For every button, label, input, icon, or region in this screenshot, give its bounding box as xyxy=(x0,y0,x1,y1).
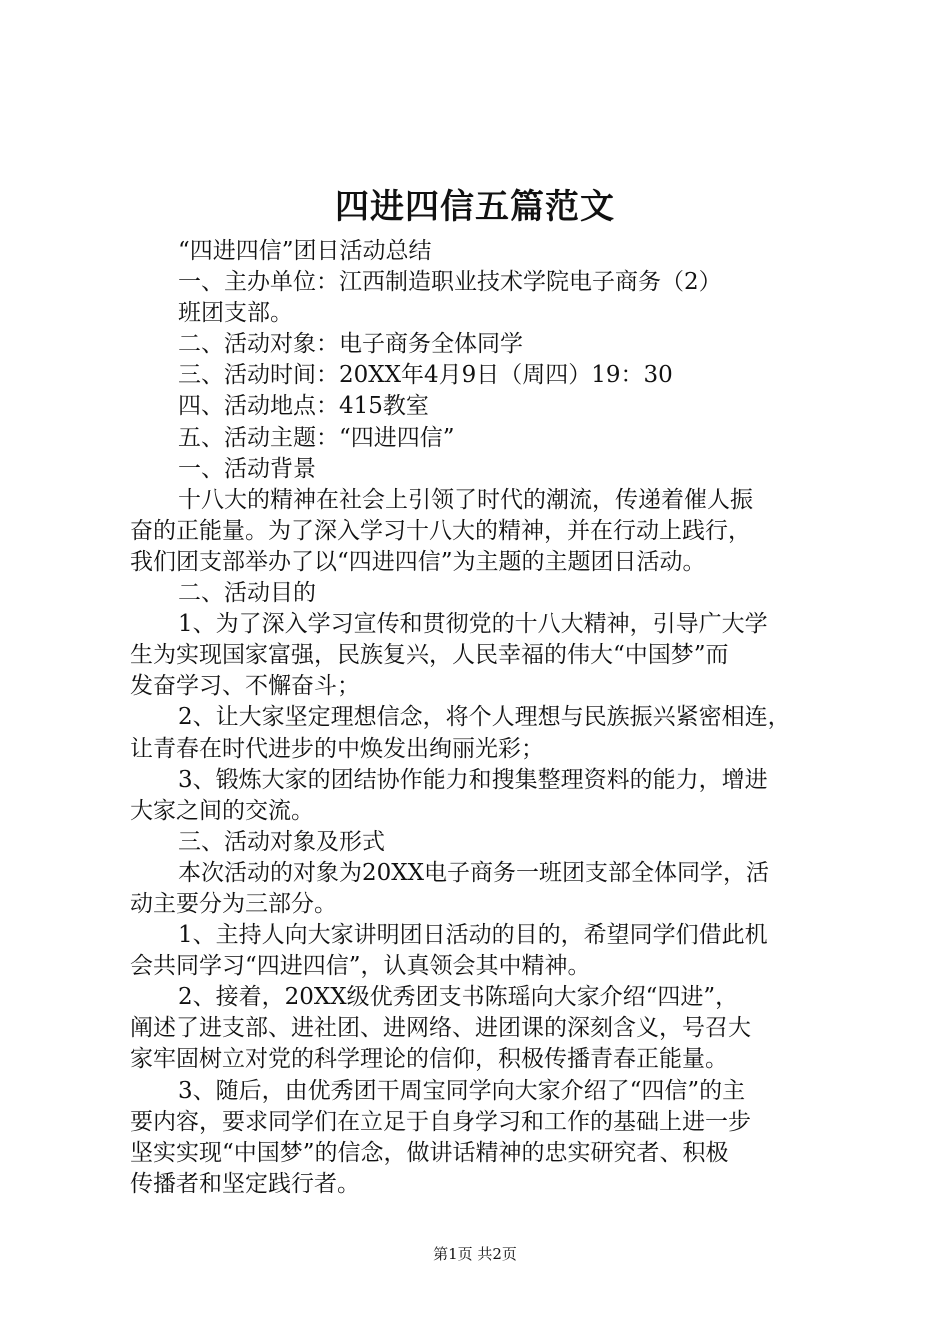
paragraph-line: 三、活动对象及形式 xyxy=(178,828,385,855)
paragraph-line: 让青春在时代进步的中焕发出绚丽光彩； xyxy=(130,735,544,762)
document-title: 四进四信五篇范文 xyxy=(335,187,615,227)
paragraph-line: 3、随后，由优秀团干周宝同学向大家介绍了“四信”的主 xyxy=(178,1077,746,1104)
paragraph-line: 2、让大家坚定理想信念，将个人理想与民族振兴紧密相连， xyxy=(178,704,791,731)
paragraph-line: “四进四信”团日活动总结 xyxy=(178,238,432,264)
paragraph-line: 家牢固树立对党的科学理论的信仰，积极传播青春正能量。 xyxy=(130,1046,728,1073)
paragraph-line: 坚实实现“中国梦”的信念，做讲话精神的忠实研究者、积极 xyxy=(130,1139,729,1166)
paragraph-line: 1、主持人向大家讲明团日活动的目的，希望同学们借此机 xyxy=(178,922,768,949)
paragraph-line: 3、锻炼大家的团结协作能力和搜集整理资料的能力，增进 xyxy=(178,766,768,793)
paragraph-line: 一、主办单位：江西制造职业技术学院电子商务（2） xyxy=(178,269,722,296)
document-body xyxy=(130,236,832,1200)
paragraph-line: 传播者和坚定践行者。 xyxy=(130,1170,360,1197)
paragraph-line: 2、接着，20XX级优秀团支书陈瑶向大家介绍“四进”， xyxy=(178,984,739,1011)
paragraph-line: 会共同学习“四进四信”，认真领会其中精神。 xyxy=(130,953,591,980)
paragraph-line: 阐述了进支部、进社团、进网络、进团课的深刻含义，号召大 xyxy=(130,1015,751,1042)
paragraph-line: 四、活动地点：415教室 xyxy=(178,393,429,420)
paragraph-line: 二、活动目的 xyxy=(178,580,316,607)
paragraph-line: 我们团支部举办了以“四进四信”为主题的主题团日活动。 xyxy=(130,548,706,575)
paragraph-line: 二、活动对象：电子商务全体同学 xyxy=(178,331,523,358)
page-footer: 第1页 共2页 xyxy=(433,1245,517,1263)
paragraph-line: 动主要分为三部分。 xyxy=(130,890,337,917)
paragraph-line: 发奋学习、不懈奋斗； xyxy=(130,673,360,700)
paragraph-line: 班团支部。 xyxy=(178,300,293,327)
paragraph-line: 1、为了深入学习宣传和贯彻党的十八大精神，引导广大学 xyxy=(178,611,768,638)
paragraph-line: 生为实现国家富强，民族复兴，人民幸福的伟大“中国梦”而 xyxy=(130,642,729,669)
paragraph-line: 要内容，要求同学们在立足于自身学习和工作的基础上进一步 xyxy=(130,1108,751,1135)
paragraph-line: 奋的正能量。为了深入学习十八大的精神，并在行动上践行， xyxy=(130,517,751,544)
paragraph-line: 五、活动主题：“四进四信” xyxy=(178,424,455,451)
paragraph-line: 十八大的精神在社会上引领了时代的潮流，传递着催人振 xyxy=(178,486,753,513)
paragraph-line: 大家之间的交流。 xyxy=(130,797,314,824)
paragraph-line: 三、活动时间：20XX年4月9日（周四）19：30 xyxy=(178,362,673,389)
paragraph-line: 本次活动的对象为20XX电子商务一班团支部全体同学，活 xyxy=(178,859,770,886)
paragraph-line: 一、活动背景 xyxy=(178,455,316,482)
